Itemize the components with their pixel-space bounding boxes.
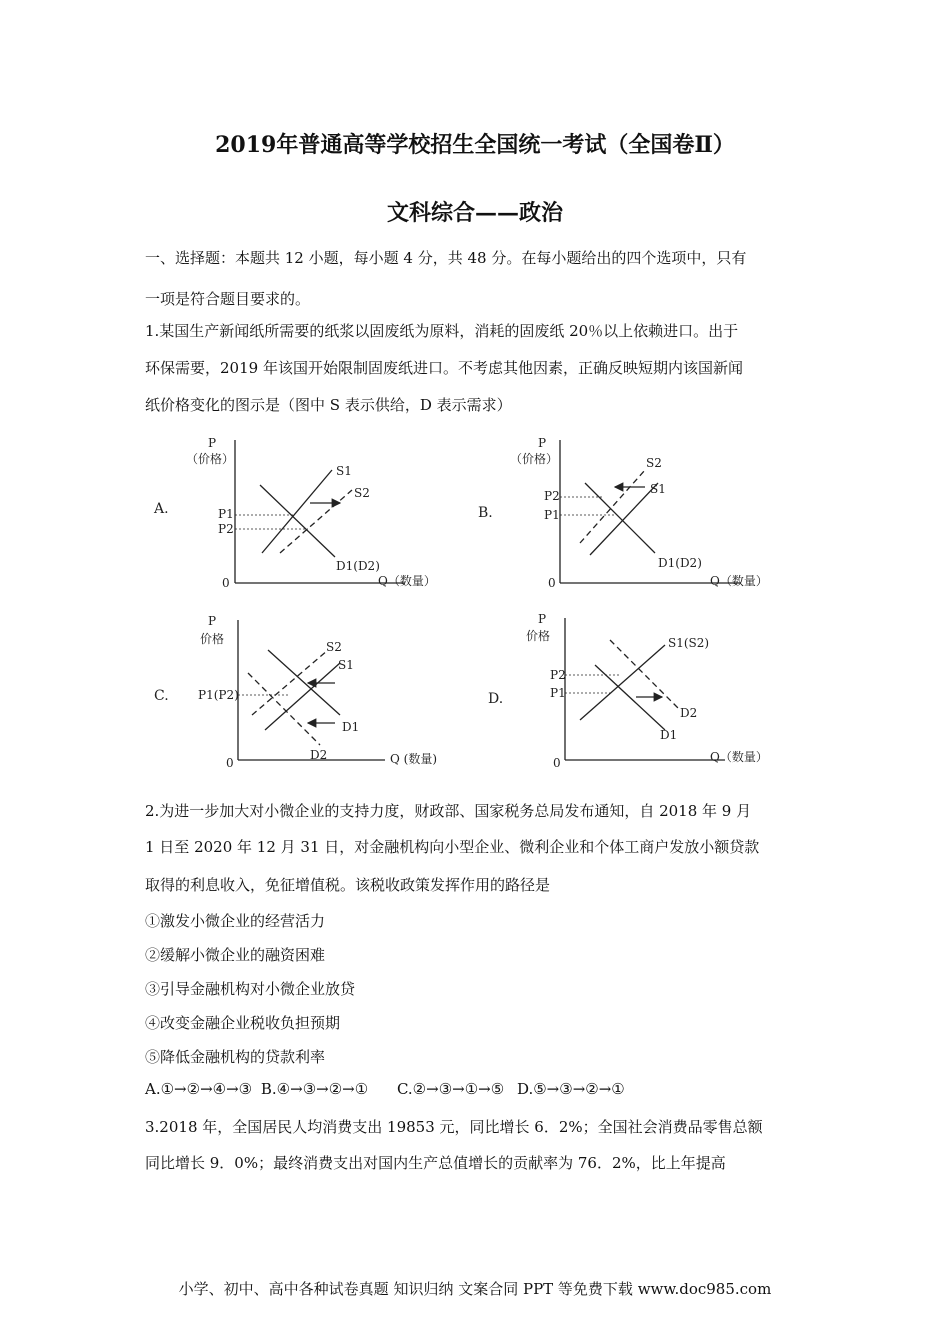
figure-c-p: P1(P2) — [198, 688, 239, 702]
figure-c-p-label: P — [208, 614, 217, 628]
figure-d-p2: P2 — [550, 668, 566, 682]
figure-b — [478, 436, 768, 590]
q2-line1: 2.为进一步加大对小微企业的支持力度，财政部、国家税务总局发布通知，自 2018 年 9 月 — [145, 802, 752, 820]
figure-d-price-label: 价格 — [526, 629, 551, 643]
figure-a-p-label: P — [208, 436, 217, 450]
section-instruction-line2: 一项是符合题目要求的。 — [145, 290, 311, 308]
exam-subtitle: 文科综合——政治 — [386, 200, 563, 226]
figure-c-supply-s1 — [265, 663, 340, 730]
figure-b-origin: 0 — [548, 576, 556, 590]
figure-d-q-label: Q（数量） — [710, 750, 768, 764]
figure-c-s1: S1 — [338, 658, 354, 672]
figure-d-demand-d2 — [610, 640, 680, 710]
q2-item-2: ②缓解小微企业的融资困难 — [145, 946, 326, 964]
q1-figures — [140, 425, 820, 785]
figure-b-p2: P2 — [544, 489, 560, 503]
figure-c-d2: D2 — [310, 748, 328, 762]
q2-option-a: A.①→②→④→③ — [145, 1080, 253, 1098]
q1-line1: 1.某国生产新闻纸所需要的纸浆以固废纸为原料，消耗的固废纸 20％以上依赖进口。出于 — [145, 322, 739, 340]
figure-b-supply-s1 — [590, 483, 658, 555]
q2-item-1: ①激发小微企业的经营活力 — [145, 912, 326, 930]
figure-b-demand-curve — [585, 483, 655, 553]
section-instruction-line1: 一、选择题：本题共 12 小题，每小题 4 分，共 48 分。在每小题给出的四个选项中，只有 — [145, 249, 747, 267]
figure-a-s1: S1 — [336, 464, 352, 478]
figure-d — [488, 612, 768, 770]
q2-line2: 1 日至 2020 年 12 月 31 日，对金融机构向小型企业、微利企业和个体工商户发放小额贷款 — [145, 838, 760, 856]
figure-c-q-label: Q (数量) — [390, 752, 438, 766]
figure-a-q-label: Q（数量） — [378, 574, 436, 588]
exam-title: 2019年普通高等学校招生全国统一考试（全国卷Ⅱ） — [215, 132, 735, 158]
figure-d-d1: D1 — [660, 728, 678, 742]
figure-c-d1: D1 — [342, 720, 360, 734]
q2-option-b: B.④→③→②→① — [260, 1080, 369, 1098]
figure-a-demand-curve — [260, 485, 335, 557]
q1-line3: 纸价格变化的图示是（图中 S 表示供给，D 表示需求） — [145, 396, 512, 414]
figure-b-label: B. — [478, 505, 493, 521]
figure-c-price-label: 价格 — [200, 632, 225, 646]
figure-d-label: D. — [488, 691, 504, 707]
figure-b-p-label: P — [538, 436, 547, 450]
figure-a-origin: 0 — [222, 576, 230, 590]
figure-d-p-label: P — [538, 612, 547, 626]
figure-b-s2: S2 — [646, 456, 662, 470]
figure-b-price-label: （价格） — [510, 452, 559, 466]
figure-d-supply-curve — [580, 645, 665, 720]
q3-line1: 3.2018 年，全国居民人均消费支出 19853 元，同比增长 6．2%；全国社会消费品零售总额 — [145, 1118, 763, 1136]
page-footer: 小学、初中、高中各种试卷真题 知识归纳 文案合同 PPT 等免费下载 www.doc985.com — [178, 1280, 772, 1298]
figure-d-s: S1(S2) — [668, 636, 710, 650]
figure-b-q-label: Q（数量） — [710, 574, 768, 588]
figure-a-s2: S2 — [354, 486, 370, 500]
q3-line2: 同比增长 9．0%；最终消费支出对国内生产总值增长的贡献率为 76．2%，比上年提高 — [145, 1154, 726, 1172]
figure-a-d: D1(D2) — [336, 559, 380, 573]
figure-a-price-label: （价格） — [186, 452, 235, 466]
figure-b-s1: S1 — [650, 482, 666, 496]
figure-d-origin: 0 — [553, 756, 561, 770]
figure-c — [154, 614, 437, 770]
q1-line2: 环保需要，2019 年该国开始限制固废纸进口。不考虑其他因素，正确反映短期内该国新闻 — [145, 359, 743, 377]
figure-b-p1: P1 — [544, 508, 560, 522]
figure-a-supply-s1 — [262, 470, 332, 553]
q2-option-c: C.②→③→①→⑤ — [396, 1080, 505, 1098]
figure-c-s2: S2 — [326, 640, 342, 654]
q2-item-5: ⑤降低金融机构的贷款利率 — [145, 1048, 326, 1066]
figure-d-p1: P1 — [550, 686, 566, 700]
q2-options — [145, 1080, 625, 1098]
q2-item-4: ④改变金融企业税收负担预期 — [145, 1014, 341, 1032]
figure-b-d: D1(D2) — [658, 556, 702, 570]
figure-a-p2: P2 — [218, 522, 234, 536]
figure-a — [153, 436, 436, 590]
figure-c-demand-d2 — [248, 673, 320, 745]
q2-option-d: D.⑤→③→②→① — [516, 1080, 625, 1098]
figure-a-supply-s2 — [280, 490, 352, 553]
figure-c-label: C. — [154, 688, 169, 704]
q2-line3: 取得的利息收入，免征增值税。该税收政策发挥作用的路径是 — [145, 876, 551, 894]
q2-item-3: ③引导金融机构对小微企业放贷 — [145, 980, 356, 998]
figure-d-d2: D2 — [680, 706, 698, 720]
figure-c-origin: 0 — [226, 756, 234, 770]
figure-a-label: A. — [154, 501, 169, 517]
figure-a-p1: P1 — [218, 507, 234, 521]
